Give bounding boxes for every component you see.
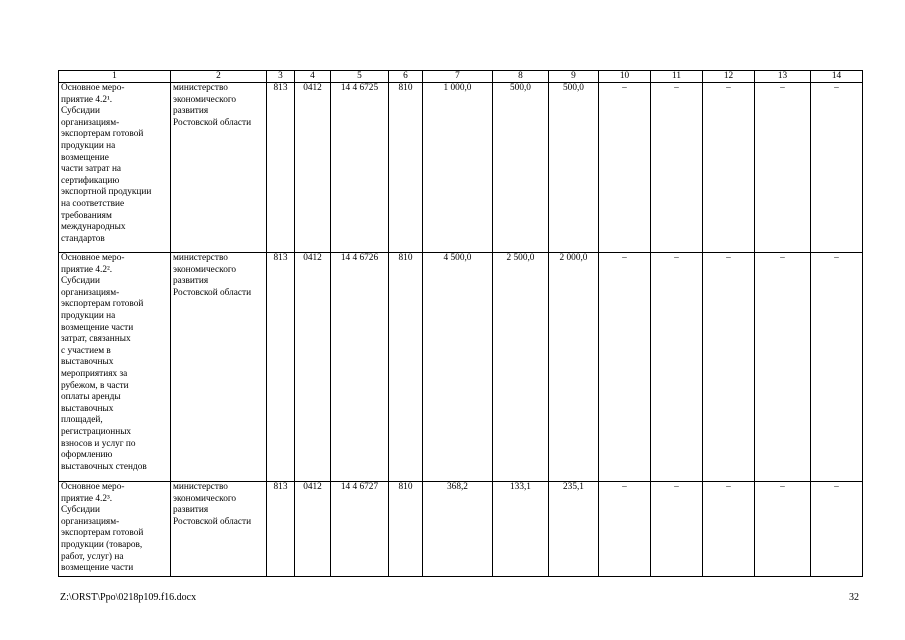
measure-name-line: Основное меро- — [61, 253, 125, 263]
target-article-cell: 14 4 6726 — [331, 253, 389, 482]
col-header-1: 1 — [59, 71, 171, 83]
col-header-7: 7 — [423, 71, 493, 83]
measure-name-line: взносов и услуг по — [61, 438, 136, 449]
executor-line: экономического — [173, 493, 237, 504]
measure-name-line: приятие 4.2¹. — [61, 94, 113, 105]
amount-cell-8: 500,0 — [493, 83, 549, 253]
expense-type-cell: 810 — [389, 83, 423, 253]
measure-name-line: организациям- — [61, 117, 120, 128]
page-number: 32 — [849, 592, 859, 603]
amount-cell-10: – — [599, 482, 651, 577]
amount-cell-14: – — [811, 83, 863, 253]
amount-cell-9: 2 000,0 — [549, 253, 599, 482]
header-row — [59, 71, 863, 83]
document-file-path: Z:\ORST\Ppo\0218p109.f16.docx — [60, 592, 197, 603]
executor-line: экономического — [173, 264, 237, 275]
measure-name-line: мероприятиях за — [61, 368, 128, 379]
measure-name-line: организациям- — [61, 516, 120, 527]
measure-name-line: возмещение части — [61, 322, 134, 333]
measure-name-line: части затрат на — [61, 164, 122, 175]
measure-name-cell — [59, 482, 171, 577]
amount-cell-8: 133,1 — [493, 482, 549, 577]
measure-name-line: организациям- — [61, 287, 120, 298]
measure-name-line: выставочных стендов — [61, 461, 147, 472]
target-article-cell: 14 4 6727 — [331, 482, 389, 577]
table-row — [59, 83, 863, 253]
amount-cell-13: – — [755, 83, 811, 253]
measure-name-line: Основное меро- — [61, 482, 125, 492]
measure-name-line: требованиям — [61, 210, 112, 221]
budget-table — [58, 70, 863, 577]
amount-cell-9: 500,0 — [549, 83, 599, 253]
amount-cell-8: 2 500,0 — [493, 253, 549, 482]
measure-name-line: рубежом, в части — [61, 380, 129, 391]
amount-cell-14: – — [811, 482, 863, 577]
measure-name-line: выставочных — [61, 357, 114, 368]
measure-name-line: приятие 4.2³. — [61, 493, 113, 504]
amount-cell-13: – — [755, 253, 811, 482]
table-row — [59, 253, 863, 482]
measure-name-line: Субсидии — [61, 276, 101, 287]
measure-name-line: приятие 4.2². — [61, 264, 113, 275]
measure-name-line: возмещение — [61, 152, 109, 163]
table-row — [59, 482, 863, 577]
grbs-code-cell: 813 — [267, 482, 295, 577]
measure-name-line: работ, услуг) на — [61, 551, 124, 562]
executor-line: Ростовской области — [173, 287, 252, 298]
amount-cell-9: 235,1 — [549, 482, 599, 577]
measure-name-line: экспортной продукции — [61, 187, 152, 198]
measure-name-line: площадей, — [61, 415, 103, 426]
amount-cell-7: 368,2 — [423, 482, 493, 577]
measure-name-line: стандартов — [61, 233, 105, 244]
amount-cell-11: – — [651, 253, 703, 482]
amount-cell-10: – — [599, 253, 651, 482]
measure-name-cell — [59, 83, 171, 253]
measure-name-cell — [59, 253, 171, 482]
amount-cell-7: 1 000,0 — [423, 83, 493, 253]
expense-type-cell: 810 — [389, 482, 423, 577]
executor-line: развития — [173, 505, 209, 516]
col-header-10: 10 — [599, 71, 651, 83]
col-header-13: 13 — [755, 71, 811, 83]
amount-cell-12: – — [703, 83, 755, 253]
col-header-4: 4 — [295, 71, 331, 83]
measure-name-line: Субсидии — [61, 106, 101, 117]
section-code-cell: 0412 — [295, 482, 331, 577]
executor-line: министерство — [173, 482, 228, 492]
amount-cell-7: 4 500,0 — [423, 253, 493, 482]
col-header-12: 12 — [703, 71, 755, 83]
section-code-cell: 0412 — [295, 83, 331, 253]
col-header-14: 14 — [811, 71, 863, 83]
target-article-cell: 14 4 6725 — [331, 83, 389, 253]
amount-cell-12: – — [703, 482, 755, 577]
measure-name-line: экспортерам готовой — [61, 299, 144, 310]
expense-type-cell: 810 — [389, 253, 423, 482]
measure-name-line: международных — [61, 222, 126, 233]
amount-cell-11: – — [651, 482, 703, 577]
col-header-2: 2 — [171, 71, 267, 83]
executor-line: Ростовской области — [173, 516, 252, 527]
col-header-5: 5 — [331, 71, 389, 83]
amount-cell-14: – — [811, 253, 863, 482]
measure-name-line: экспортерам готовой — [61, 528, 144, 539]
grbs-code-cell: 813 — [267, 83, 295, 253]
measure-name-line: возмещение части — [61, 563, 134, 574]
executor-line: развития — [173, 276, 209, 287]
measure-name-line: регистрационных — [61, 426, 132, 437]
section-code-cell: 0412 — [295, 253, 331, 482]
measure-name-line: Субсидии — [61, 505, 101, 516]
executor-line: экономического — [173, 94, 237, 105]
measure-name-line: выставочных — [61, 403, 114, 414]
measure-name-line: экспортерам готовой — [61, 129, 144, 140]
col-header-11: 11 — [651, 71, 703, 83]
col-header-8: 8 — [493, 71, 549, 83]
executor-line: Ростовской области — [173, 117, 252, 128]
executor-line: министерство — [173, 253, 228, 263]
col-header-3: 3 — [267, 71, 295, 83]
measure-name-line: Основное меро- — [61, 83, 125, 93]
measure-name-line: с участием в — [61, 345, 111, 356]
measure-name-line: продукции (товаров, — [61, 539, 143, 550]
amount-cell-11: – — [651, 83, 703, 253]
amount-cell-10: – — [599, 83, 651, 253]
executor-cell — [171, 83, 267, 253]
grbs-code-cell: 813 — [267, 253, 295, 482]
executor-line: развития — [173, 106, 209, 117]
measure-name-line: затрат, связанных — [61, 334, 131, 345]
executor-cell — [171, 482, 267, 577]
executor-line: министерство — [173, 83, 228, 93]
measure-name-line: оплаты аренды — [61, 392, 121, 403]
budget-table-container — [58, 70, 862, 577]
col-header-9: 9 — [549, 71, 599, 83]
measure-name-line: продукции на — [61, 310, 116, 321]
measure-name-line: продукции на — [61, 140, 116, 151]
measure-name-line: на соответствие — [61, 198, 125, 209]
col-header-6: 6 — [389, 71, 423, 83]
executor-cell — [171, 253, 267, 482]
amount-cell-12: – — [703, 253, 755, 482]
measure-name-line: сертификацию — [61, 175, 120, 186]
measure-name-line: оформлению — [61, 450, 113, 461]
amount-cell-13: – — [755, 482, 811, 577]
